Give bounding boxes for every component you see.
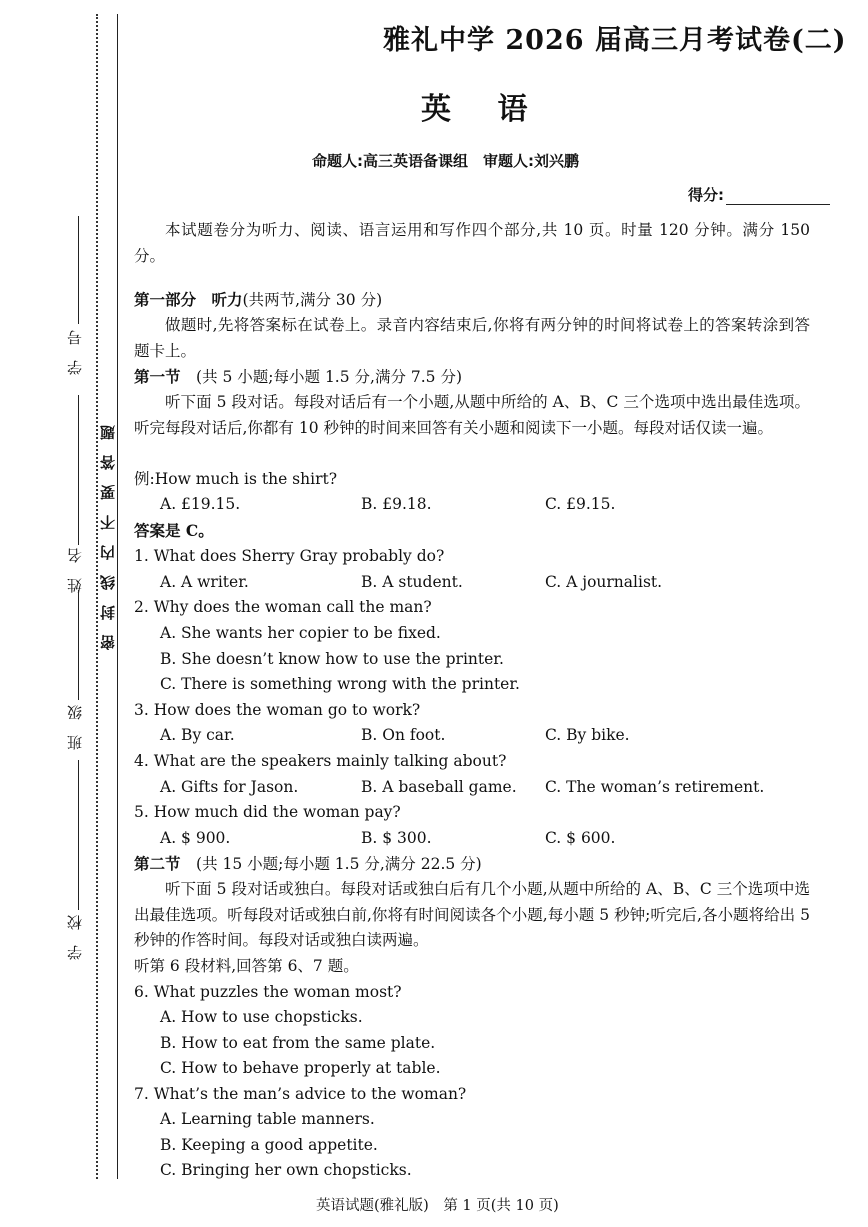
score-label: 得分:	[688, 186, 724, 204]
score-blank[interactable]	[726, 190, 830, 205]
authors-line: 命题人:高三英语备课组 审题人:刘兴鹏	[312, 152, 579, 170]
student-number-label: 学 号	[66, 330, 84, 375]
q2-option-b: B. She doesn’t know how to use the printer.	[160, 650, 504, 668]
section1-title: 第一节	[134, 367, 181, 386]
section2-title: 第二节	[134, 854, 181, 873]
q7-option-b: B. Keeping a good appetite.	[160, 1136, 378, 1154]
q7-option-c: C. Bringing her own chopsticks.	[160, 1161, 412, 1179]
section1-note: (共 5 小题;每小题 1.5 分,满分 7.5 分)	[196, 368, 462, 386]
page-footer: 英语试题(雅礼版) 第 1 页(共 10 页)	[316, 1198, 559, 1214]
example-answer: 答案是 C。	[134, 521, 214, 540]
q6-option-c: C. How to behave properly at table.	[160, 1059, 441, 1077]
q2-option-c: C. There is something wrong with the printer.	[160, 675, 520, 693]
section1-instruction: 听下面 5 段对话。每段对话后有一个小题,从题中所给的 A、B、C 三个选项中选出最佳选项。听完每段对话后,你都有 10 秒钟的时间来回答有关小题和阅读下一小题。每段对话仅读一遍。	[134, 393, 810, 437]
part1-instruction: 做题时,先将答案标在试卷上。录音内容结束后,你将有两分钟的时间将试卷上的答案转涂到答题卡上。	[134, 316, 810, 360]
q5-option-c: C. $ 600.	[545, 829, 616, 847]
q3-option-b: B. On foot.	[361, 726, 446, 744]
school-label: 学 校	[66, 915, 84, 960]
q3-option-a: A. By car.	[160, 726, 235, 744]
q4-option-c: C. The woman’s retirement.	[545, 778, 765, 796]
section2-note: (共 15 小题;每小题 1.5 分,满分 22.5 分)	[196, 855, 482, 873]
example-option-b: B. £9.18.	[361, 495, 432, 513]
q3-option-c: C. By bike.	[545, 726, 630, 744]
q7-option-a: A. Learning table manners.	[160, 1110, 375, 1128]
section2-heading	[134, 851, 482, 878]
question-7: 7. What’s the man’s advice to the woman?	[134, 1085, 467, 1103]
question-6: 6. What puzzles the woman most?	[134, 983, 402, 1001]
q1-option-a: A. A writer.	[160, 573, 249, 591]
subject-title: 英 语	[421, 92, 546, 127]
q1-option-c: C. A journalist.	[545, 573, 663, 591]
q4-option-b: B. A baseball game.	[361, 778, 517, 796]
material-note: 听第 6 段材料,回答第 6、7 题。	[134, 957, 359, 975]
q1-option-b: B. A student.	[361, 573, 463, 591]
exam-title: 雅礼中学 2026 届高三月考试卷(二)	[383, 25, 847, 56]
part1-heading	[134, 287, 382, 314]
q2-option-a: A. She wants her copier to be fixed.	[160, 624, 441, 642]
q5-option-a: A. $ 900.	[160, 829, 231, 847]
example-option-a: A. £19.15.	[160, 495, 241, 513]
section2-instruction: 听下面 5 段对话或独白。每段对话或独白后有几个小题,从题中所给的 A、B、C 三个选项中选出最佳选项。听每段对话或独白前,你将有时间阅读各个小题,每小题 5 秒钟;听完后,各小题将给出 5 秒钟的作答时间。每段对话或独白读两遍。	[134, 880, 810, 949]
seal-notice: 密封线内不要答题	[99, 410, 117, 650]
name-label: 姓 名	[66, 548, 84, 593]
q6-option-a: A. How to use chopsticks.	[160, 1008, 363, 1026]
question-5: 5. How much did the woman pay?	[134, 803, 401, 821]
question-3: 3. How does the woman go to work?	[134, 701, 421, 719]
example-question: 例:How much is the shirt?	[134, 470, 338, 488]
part1-title: 第一部分 听力	[134, 290, 243, 309]
section1-heading	[134, 364, 462, 391]
q5-option-b: B. $ 300.	[361, 829, 432, 847]
class-label: 班 级	[66, 705, 84, 750]
score-field	[688, 184, 830, 205]
question-2: 2. Why does the woman call the man?	[134, 598, 432, 616]
q6-option-b: B. How to eat from the same plate.	[160, 1034, 436, 1052]
part1-note: (共两节,满分 30 分)	[242, 291, 383, 309]
question-4: 4. What are the speakers mainly talking about?	[134, 752, 507, 770]
example-option-c: C. £9.15.	[545, 495, 616, 513]
question-1: 1. What does Sherry Gray probably do?	[134, 547, 445, 565]
intro-paragraph: 本试题卷分为听力、阅读、语言运用和写作四个部分,共 10 页。时量 120 分钟。满分 150 分。	[134, 221, 810, 265]
q4-option-a: A. Gifts for Jason.	[160, 778, 299, 796]
